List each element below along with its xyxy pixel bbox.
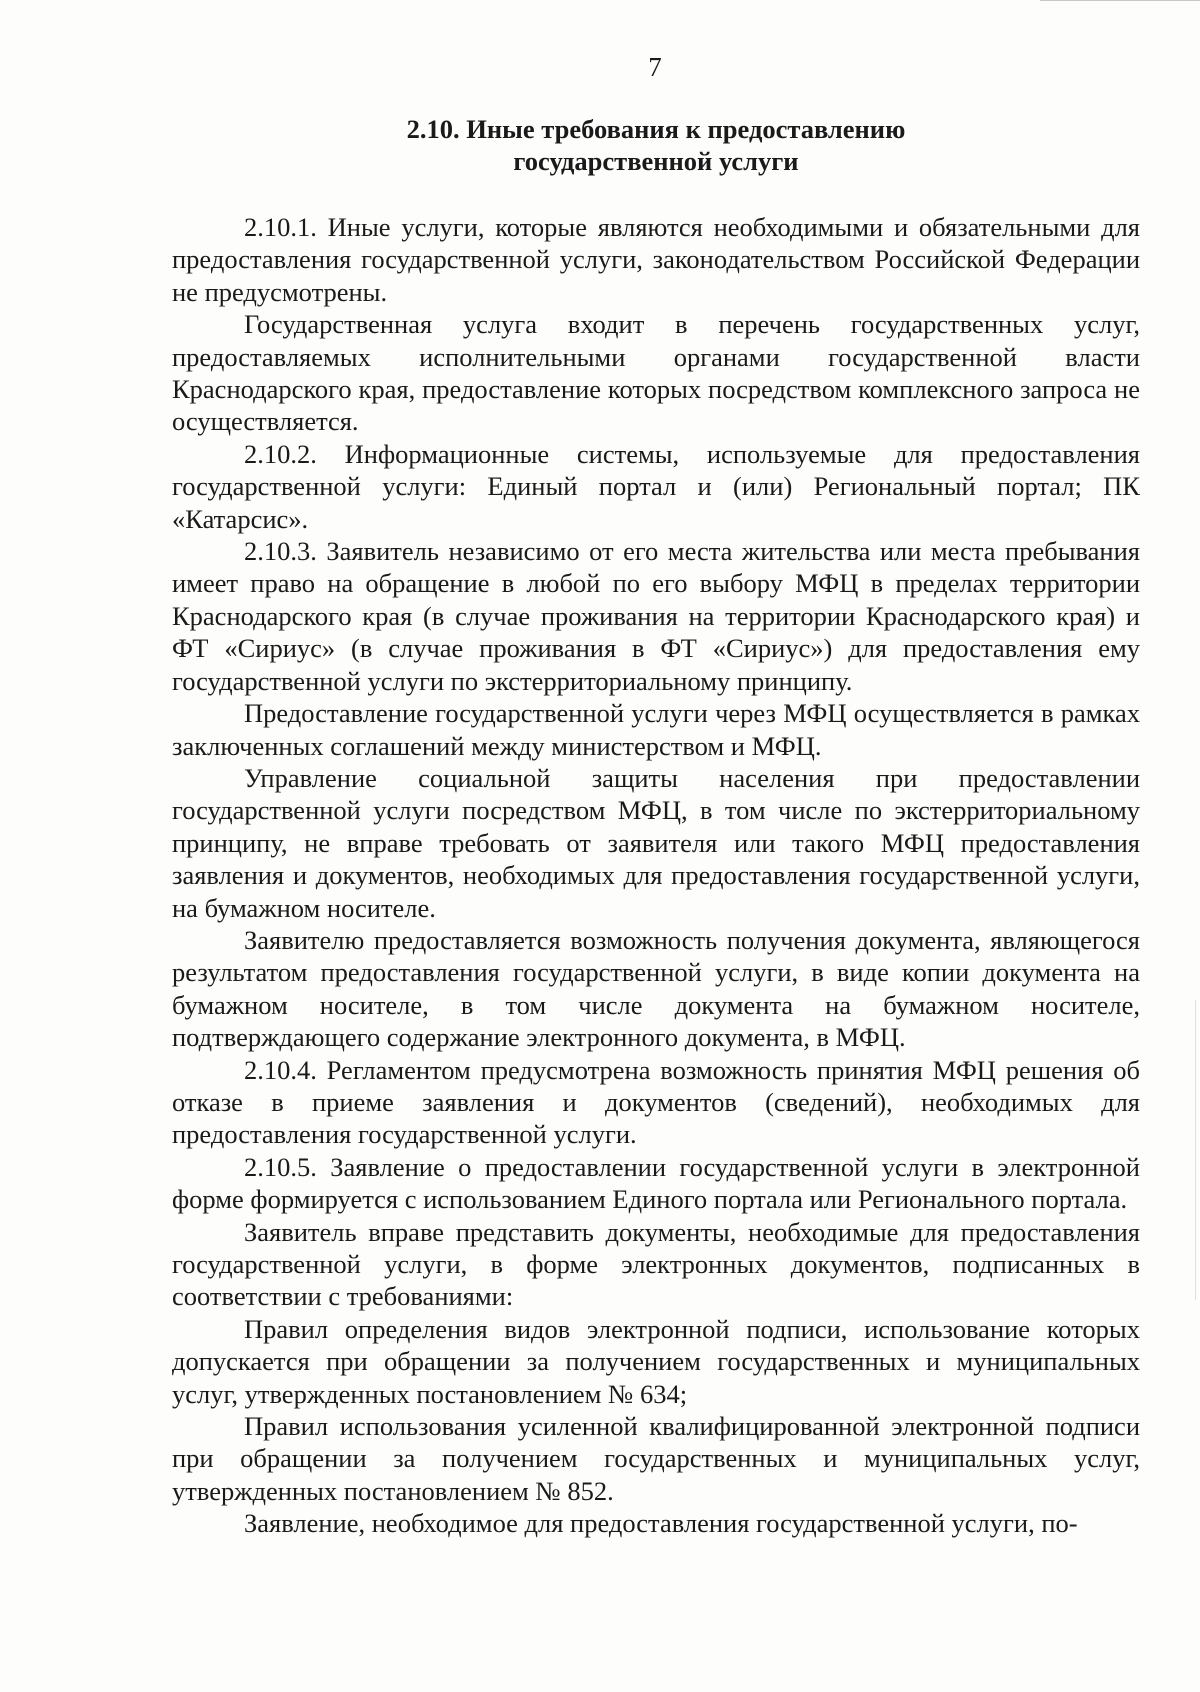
scan-artifact-top-right (1040, 0, 1200, 1)
document-body (172, 211, 1140, 1540)
paragraph-rules-634: Правил определения видов электронной подписи, использование которых допускается при обращении за получением государственных и муниципальных услуг, утвержденных постановлением № 634; (172, 1313, 1140, 1409)
section-heading-line-1: 2.10. Иные требования к предоставлению (406, 114, 906, 144)
paragraph-2-10-1: 2.10.1. Иные услуги, которые являются необходимыми и обязательными для предоставления государственной услуги, законодательством Российской Федерации не предусмотрены. (172, 212, 1140, 307)
section-heading (172, 113, 1140, 177)
paragraph-rules-852: Правил использования усиленной квалифицированной электронной подписи при обращении за получением государственных и муниципальных услуг, утвержденных постановлением № 852. (172, 1411, 1140, 1506)
paragraph-2-10-3: 2.10.3. Заявитель независимо от его места жительства или места пребывания имеет право на обращение в любой по его выбору МФЦ в пределах территории Краснодарского края (в случае проживания на территории Краснодарского края) и ФТ «Сириус» (в случае проживания в ФТ «Сириус») для предоставления ему государственной услуги по экстерриториальному принципу. (172, 536, 1140, 696)
paragraph-result-document: Заявителю предоставляется возможность получения документа, являющегося результатом предоставления государственной услуги, в виде копии документа на бумажном носителе, в том числе документа на бумажном носителе, подтверждающего содержание электронного документа, в МФЦ. (172, 924, 1140, 1053)
page-number: 7 (648, 52, 662, 82)
paragraph-social-protection: Управление социальной защиты населения при предоставлении государственной услуги посредством МФЦ, в том числе по экстерриториальному принципу, не вправе требовать от заявителя или такого МФЦ предоставления заявления и документов, необходимых для предоставления государственной услуги, на бумажном носителе. (172, 762, 1140, 923)
scan-artifact-right-edge (1195, 1000, 1196, 1300)
paragraph-mfc-agreements: Предоставление государственной услуги через МФЦ осуществляется в рамках заключенных соглашений между министерством и МФЦ. (172, 698, 1140, 761)
paragraph-service-list: Государственная услуга входит в перечень государственных услуг, предоставляемых исполнительными органами государственной власти Краснодарского края, предоставление которых посредством комплексного запроса не осуществляется. (172, 309, 1140, 437)
paragraph-2-10-5: 2.10.5. Заявление о предоставлении государственной услуги в электронной форме формируется с использованием Единого портала или Регионального портала. (172, 1151, 1140, 1215)
paragraph-electronic-documents: Заявитель вправе представить документы, необходимые для предоставления государственной услуги, в форме электронных документов, подписанных в соответствии с требованиями: (172, 1216, 1140, 1312)
section-heading-line-2: государственной услуги (513, 146, 799, 176)
paragraph-2-10-2: 2.10.2. Информационные системы, используемые для предоставления государственной услуги: Единый портал и (или) Региональный портал; ПК «Катарсис». (172, 438, 1140, 534)
paragraph-application-continued: Заявление, необходимое для предоставления государственной услуги, по- (244, 1508, 1078, 1539)
paragraph-2-10-4: 2.10.4. Регламентом предусмотрена возможность принятия МФЦ решения об отказе в приеме заявления и документов (сведений), необходимых для предоставления государственной услуги. (172, 1054, 1140, 1150)
